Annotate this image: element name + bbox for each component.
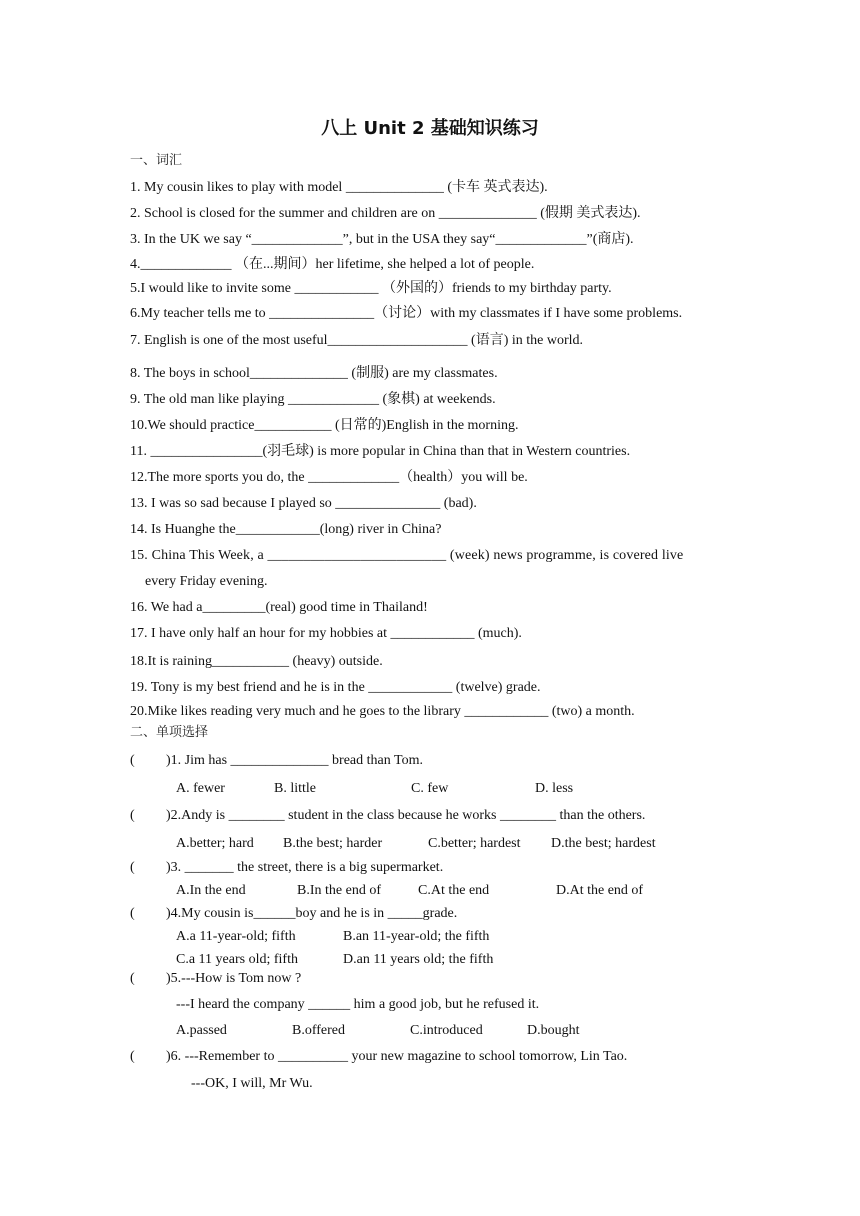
- vocab-item-8: 8. The boys in school______________ (制服) are my classmates.: [130, 366, 498, 381]
- vocab-item-9: 9. The old man like playing _____________ (象棋) at weekends.: [130, 392, 496, 407]
- vocab-item-4: 4._____________ （在...期间）her lifetime, she helped a lot of people.: [130, 257, 535, 272]
- question-2: )2.Andy is ________ student in the class because he works ________ than the others.: [166, 808, 646, 823]
- vocab-item-17: 17. I have only half an hour for my hobbies at ____________ (much).: [130, 626, 522, 641]
- vocab-item-14: 14. Is Huanghe the____________(long) river in China?: [130, 522, 442, 537]
- q4-option-d: D.an 11 years old; the fifth: [343, 952, 494, 967]
- vocab-item-11: 11. ________________(羽毛球) is more popular in China than that in Western countries.: [130, 444, 631, 459]
- question-4: )4.My cousin is______boy and he is in _____grade.: [166, 906, 458, 921]
- q2-option-d: D.the best; hardest: [551, 836, 656, 851]
- vocab-item-3: 3. In the UK we say “_____________”, but in the USA they say“_____________”(商店).: [130, 232, 634, 247]
- section-heading-vocab: 一、词汇: [130, 153, 183, 168]
- vocab-item-2: 2. School is closed for the summer and children are on ______________ (假期 美式表达).: [130, 206, 641, 221]
- q3-option-c: C.At the end: [418, 883, 490, 898]
- question-1: )1. Jim has ______________ bread than Tom.: [166, 753, 423, 768]
- question-paren: (: [130, 860, 135, 875]
- q2-option-a: A.better; hard: [176, 836, 254, 851]
- q5-option-d: D.bought: [527, 1023, 580, 1038]
- vocab-item-20: 20.Mike likes reading very much and he goes to the library ____________ (two) a month.: [130, 704, 635, 719]
- question-paren: (: [130, 753, 135, 768]
- vocab-item-16: 16. We had a_________(real) good time in Thailand!: [130, 600, 428, 615]
- q3-option-b: B.In the end of: [297, 883, 381, 898]
- q1-option-a: A. fewer: [176, 781, 225, 796]
- question-5: )5.---How is Tom now ?: [166, 971, 302, 986]
- question-paren: (: [130, 906, 135, 921]
- page-title: 八上 Unit 2 基础知识练习: [321, 118, 539, 139]
- q2-option-b: B.the best; harder: [283, 836, 383, 851]
- question-paren: (: [130, 1049, 135, 1064]
- vocab-item-12: 12.The more sports you do, the _____________（health）you will be.: [130, 470, 528, 485]
- vocab-item-15-cont: every Friday evening.: [145, 574, 268, 589]
- question-paren: (: [130, 808, 135, 823]
- q4-option-c: C.a 11 years old; fifth: [176, 952, 298, 967]
- vocab-item-13: 13. I was so sad because I played so _______________ (bad).: [130, 496, 477, 511]
- q2-option-c: C.better; hardest: [428, 836, 521, 851]
- vocab-item-15: 15. China This Week, a _________________________ (week) news programme, is covered live: [130, 548, 684, 563]
- q4-option-b: B.an 11‐year‐old; the fifth: [343, 929, 490, 944]
- question-3: )3. _______ the street, there is a big supermarket.: [166, 860, 444, 875]
- q5-option-b: B.offered: [292, 1023, 345, 1038]
- q5-option-a: A.passed: [176, 1023, 227, 1038]
- question-6-line2: ---OK, I will, Mr Wu.: [191, 1076, 313, 1091]
- q3-option-d: D.At the end of: [556, 883, 644, 898]
- q1-option-c: C. few: [411, 781, 449, 796]
- vocab-item-18: 18.It is raining___________ (heavy) outside.: [130, 654, 383, 669]
- question-6: )6. ---Remember to __________ your new magazine to school tomorrow, Lin Tao.: [166, 1049, 628, 1064]
- q3-option-a: A.In the end: [176, 883, 246, 898]
- section-heading-choice: 二、单项选择: [130, 725, 209, 740]
- q1-option-b: B. little: [274, 781, 316, 796]
- question-5-line2: ---I heard the company ______ him a good job, but he refused it.: [176, 997, 540, 1012]
- vocab-item-5: 5.I would like to invite some ____________ （外国的）friends to my birthday party.: [130, 281, 612, 296]
- vocab-item-6: 6.My teacher tells me to _______________（讨论）with my classmates if I have some problems.: [130, 306, 683, 321]
- question-paren: (: [130, 971, 135, 986]
- q4-option-a: A.a 11‐year‐old; fifth: [176, 929, 296, 944]
- q1-option-d: D. less: [535, 781, 574, 796]
- vocab-item-7: 7. English is one of the most useful____________________ (语言) in the world.: [130, 333, 584, 348]
- q5-option-c: C.introduced: [410, 1023, 483, 1038]
- vocab-item-19: 19. Tony is my best friend and he is in the ____________ (twelve) grade.: [130, 680, 541, 695]
- vocab-item-10: 10.We should practice___________ (日常的)English in the morning.: [130, 418, 519, 433]
- vocab-item-1: 1. My cousin likes to play with model ______________ (卡车 英式表达).: [130, 180, 548, 195]
